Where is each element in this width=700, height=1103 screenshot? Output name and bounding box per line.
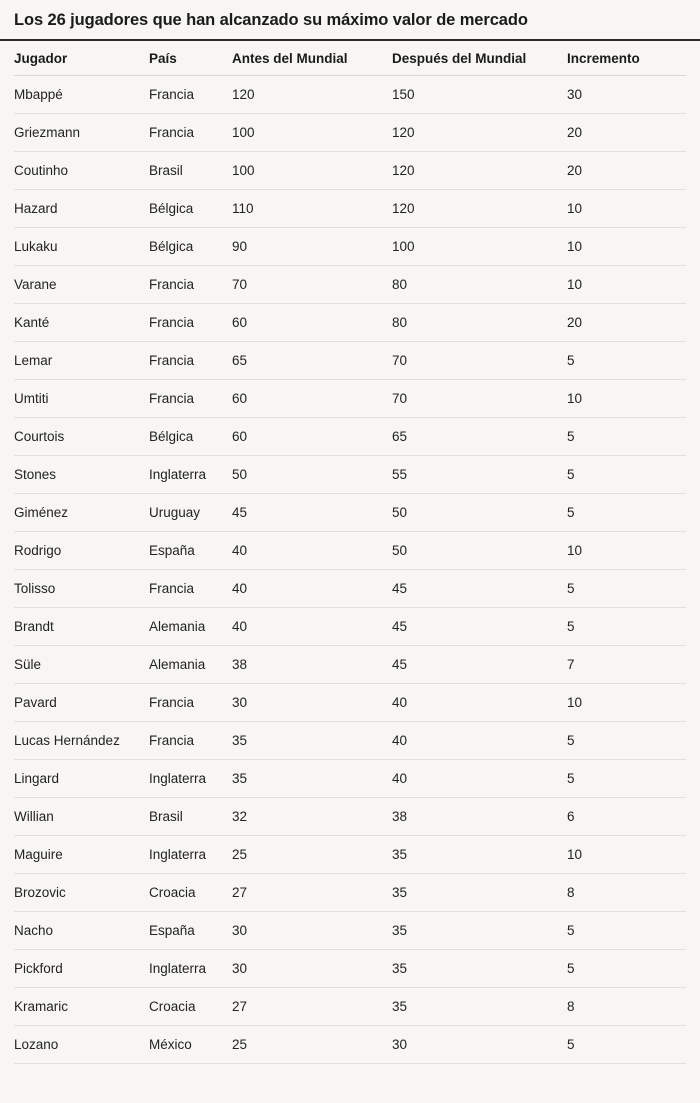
cell-after: 45: [392, 607, 567, 645]
cell-after: 45: [392, 645, 567, 683]
cell-after: 70: [392, 379, 567, 417]
cell-before: 35: [232, 721, 392, 759]
cell-after: 100: [392, 227, 567, 265]
table-row: [14, 873, 686, 911]
cell-player: Nacho: [14, 911, 149, 949]
cell-country: Inglaterra: [149, 949, 232, 987]
table-row: [14, 835, 686, 873]
table-row: [14, 265, 686, 303]
cell-after: 40: [392, 721, 567, 759]
cell-after: 120: [392, 113, 567, 151]
cell-player: Griezmann: [14, 113, 149, 151]
cell-increase: 5: [567, 949, 686, 987]
table-row: [14, 303, 686, 341]
cell-player: Kanté: [14, 303, 149, 341]
cell-increase: 5: [567, 417, 686, 455]
cell-player: Willian: [14, 797, 149, 835]
cell-before: 60: [232, 417, 392, 455]
cell-country: Francia: [149, 75, 232, 113]
table-row: [14, 759, 686, 797]
cell-country: Brasil: [149, 151, 232, 189]
cell-country: Francia: [149, 303, 232, 341]
cell-after: 50: [392, 531, 567, 569]
table-row: [14, 949, 686, 987]
cell-player: Brozovic: [14, 873, 149, 911]
cell-increase: 5: [567, 455, 686, 493]
table-body: [14, 75, 686, 1063]
cell-player: Lozano: [14, 1025, 149, 1063]
cell-player: Süle: [14, 645, 149, 683]
cell-player: Maguire: [14, 835, 149, 873]
table-row: [14, 75, 686, 113]
column-header-after: Después del Mundial: [392, 41, 567, 76]
cell-increase: 5: [567, 569, 686, 607]
cell-increase: 20: [567, 113, 686, 151]
cell-increase: 5: [567, 759, 686, 797]
cell-increase: 10: [567, 835, 686, 873]
cell-before: 32: [232, 797, 392, 835]
cell-country: Francia: [149, 265, 232, 303]
table-row: [14, 113, 686, 151]
cell-player: Brandt: [14, 607, 149, 645]
cell-player: Lukaku: [14, 227, 149, 265]
cell-country: Croacia: [149, 987, 232, 1025]
cell-country: Francia: [149, 113, 232, 151]
cell-country: Francia: [149, 569, 232, 607]
cell-before: 65: [232, 341, 392, 379]
cell-after: 65: [392, 417, 567, 455]
cell-player: Tolisso: [14, 569, 149, 607]
table-row: [14, 227, 686, 265]
cell-country: Francia: [149, 379, 232, 417]
cell-before: 40: [232, 607, 392, 645]
bottom-spacer: [0, 1064, 700, 1078]
cell-increase: 5: [567, 341, 686, 379]
cell-country: España: [149, 531, 232, 569]
cell-player: Umtiti: [14, 379, 149, 417]
cell-increase: 8: [567, 987, 686, 1025]
cell-player: Courtois: [14, 417, 149, 455]
cell-increase: 7: [567, 645, 686, 683]
cell-after: 120: [392, 189, 567, 227]
table-row: [14, 341, 686, 379]
cell-increase: 5: [567, 493, 686, 531]
cell-country: Uruguay: [149, 493, 232, 531]
cell-before: 50: [232, 455, 392, 493]
cell-before: 90: [232, 227, 392, 265]
cell-player: Pavard: [14, 683, 149, 721]
cell-before: 60: [232, 379, 392, 417]
cell-country: Bélgica: [149, 227, 232, 265]
cell-player: Pickford: [14, 949, 149, 987]
cell-increase: 10: [567, 379, 686, 417]
cell-country: Inglaterra: [149, 759, 232, 797]
table-row: [14, 417, 686, 455]
cell-before: 35: [232, 759, 392, 797]
cell-after: 55: [392, 455, 567, 493]
cell-player: Mbappé: [14, 75, 149, 113]
cell-increase: 10: [567, 227, 686, 265]
cell-increase: 20: [567, 151, 686, 189]
cell-country: Inglaterra: [149, 835, 232, 873]
cell-player: Giménez: [14, 493, 149, 531]
cell-player: Stones: [14, 455, 149, 493]
cell-country: Bélgica: [149, 189, 232, 227]
cell-before: 40: [232, 531, 392, 569]
column-header-player: Jugador: [14, 41, 149, 76]
cell-before: 45: [232, 493, 392, 531]
cell-increase: 10: [567, 189, 686, 227]
column-header-increase: Incremento: [567, 41, 686, 76]
cell-country: España: [149, 911, 232, 949]
cell-player: Lingard: [14, 759, 149, 797]
cell-before: 60: [232, 303, 392, 341]
cell-increase: 10: [567, 683, 686, 721]
table-row: [14, 531, 686, 569]
cell-before: 40: [232, 569, 392, 607]
cell-before: 30: [232, 949, 392, 987]
cell-after: 120: [392, 151, 567, 189]
cell-increase: 5: [567, 721, 686, 759]
cell-country: Francia: [149, 683, 232, 721]
cell-country: México: [149, 1025, 232, 1063]
cell-after: 70: [392, 341, 567, 379]
cell-after: 30: [392, 1025, 567, 1063]
table-row: [14, 1025, 686, 1063]
cell-increase: 8: [567, 873, 686, 911]
table-row: [14, 151, 686, 189]
table-row: [14, 493, 686, 531]
table-row: [14, 455, 686, 493]
table-row: [14, 797, 686, 835]
cell-after: 40: [392, 683, 567, 721]
cell-before: 70: [232, 265, 392, 303]
cell-increase: 20: [567, 303, 686, 341]
cell-country: Francia: [149, 721, 232, 759]
cell-player: Lucas Hernández: [14, 721, 149, 759]
cell-player: Coutinho: [14, 151, 149, 189]
cell-after: 35: [392, 835, 567, 873]
cell-after: 35: [392, 949, 567, 987]
cell-before: 30: [232, 683, 392, 721]
cell-player: Varane: [14, 265, 149, 303]
cell-before: 30: [232, 911, 392, 949]
cell-increase: 30: [567, 75, 686, 113]
cell-player: Kramaric: [14, 987, 149, 1025]
cell-before: 100: [232, 151, 392, 189]
cell-country: Croacia: [149, 873, 232, 911]
cell-increase: 10: [567, 265, 686, 303]
cell-before: 38: [232, 645, 392, 683]
table-row: [14, 379, 686, 417]
cell-before: 110: [232, 189, 392, 227]
cell-country: Alemania: [149, 645, 232, 683]
cell-after: 35: [392, 987, 567, 1025]
table-row: [14, 721, 686, 759]
cell-increase: 6: [567, 797, 686, 835]
cell-after: 80: [392, 303, 567, 341]
cell-country: Bélgica: [149, 417, 232, 455]
table-header-row: [14, 41, 686, 76]
cell-player: Hazard: [14, 189, 149, 227]
cell-after: 35: [392, 911, 567, 949]
page-title: Los 26 jugadores que han alcanzado su máximo valor de mercado: [14, 11, 528, 29]
title-bar: [0, 0, 700, 41]
cell-after: 38: [392, 797, 567, 835]
cell-before: 25: [232, 835, 392, 873]
cell-country: Brasil: [149, 797, 232, 835]
cell-after: 150: [392, 75, 567, 113]
table-row: [14, 189, 686, 227]
cell-country: Alemania: [149, 607, 232, 645]
table-row: [14, 683, 686, 721]
table-header: [14, 41, 686, 76]
cell-increase: 10: [567, 531, 686, 569]
cell-after: 80: [392, 265, 567, 303]
cell-country: Francia: [149, 341, 232, 379]
cell-player: Rodrigo: [14, 531, 149, 569]
cell-increase: 5: [567, 1025, 686, 1063]
cell-increase: 5: [567, 911, 686, 949]
cell-before: 27: [232, 987, 392, 1025]
cell-increase: 5: [567, 607, 686, 645]
table-row: [14, 911, 686, 949]
cell-after: 45: [392, 569, 567, 607]
column-header-before: Antes del Mundial: [232, 41, 392, 76]
cell-player: Lemar: [14, 341, 149, 379]
table-row: [14, 569, 686, 607]
column-header-country: País: [149, 41, 232, 76]
cell-before: 120: [232, 75, 392, 113]
table-row: [14, 645, 686, 683]
cell-country: Inglaterra: [149, 455, 232, 493]
cell-before: 100: [232, 113, 392, 151]
table-row: [14, 607, 686, 645]
cell-before: 25: [232, 1025, 392, 1063]
market-value-table: [14, 41, 686, 1064]
cell-before: 27: [232, 873, 392, 911]
cell-after: 35: [392, 873, 567, 911]
table-row: [14, 987, 686, 1025]
cell-after: 40: [392, 759, 567, 797]
cell-after: 50: [392, 493, 567, 531]
